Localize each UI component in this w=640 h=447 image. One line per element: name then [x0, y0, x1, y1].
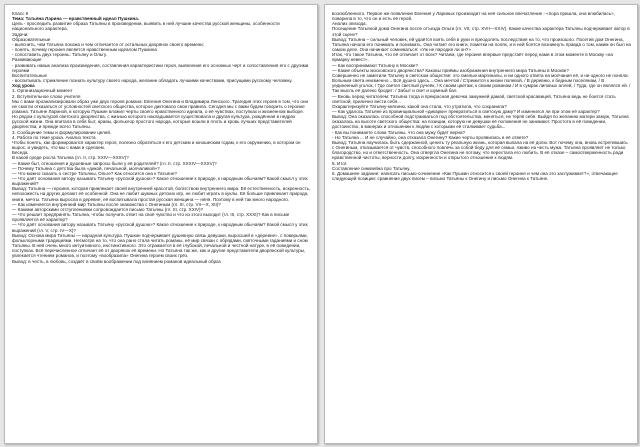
paragraph: Задачи:: [12, 31, 29, 37]
paragraph: — Что даёт основания автору называть Татьяну «русской душою»? Какое отношение к природе, к народным обычаям? Какой смысл у этих выражений (гл. V, стр. IV—X)?: [12, 222, 308, 233]
paragraph: Итак, что такое Татьяна, что её отличает от всех? Читаем, где героиня впервые предстаёт перед нами в этом моменте в Москву «на ярмарку невест».: [332, 52, 613, 63]
paragraph: Вывод: Татьяна — героиня, которая привлекает своей внутренней красотой, богатством внутреннего мира. Её естественность, искренность, непохожесть на других делают её особенной. Она не любит шумных детских игр, не любит играть в куклы. Её больше привлекает природа, книги, мечты. Татьяна выросла в деревне, её воспитывала простая русская женщина — няня. Поэтому в ней так много народного.: [12, 186, 311, 202]
paragraph: — Что можно сказать о сестре Татьяны, Ольге? Как относится она к Татьяне?: [12, 170, 177, 176]
paragraph: Ход урока: [12, 83, 35, 89]
paragraph: Вывод: Татьяна – сильный человек, ей удаётся взять себя в руки и преодолеть последствия на то, что произошло. Посетив дом Онегина, Татьяна начала его понимать и познавать. Она читает его книги, пометки на полях, и в ней боятся возникнуть правда о том, каким он был на самом деле. Она начинает сомневаться: «Уж не пародия ли он?»: [332, 36, 631, 53]
paragraph: Составление синквейна про Татьяну.: [332, 165, 411, 171]
paragraph: — Как изменяется внутренний мир Татьяны после знакомства с Онегиным (гл. III, стр. VII—X, XII)?: [12, 201, 221, 207]
paragraph: Тема: Татьяна Ларина — нравственный идеал Пушкина.: [12, 16, 140, 22]
paragraph: — Какими авторскими отступлениями сопровождается письмо Татьяны (гл. III, стр. XXIV)?: [12, 206, 204, 212]
paragraph: — Что решает предпринять Татьяна, чтобы получить ответ на своё чувство и что из этого выходит (гл. III, стр. XXXI)? Как в письме проявляется её характер?: [12, 212, 290, 223]
paragraph: возлюбленного. Первое же появление Евгения у Лариных производит на неё сильное впечатление - «пора пришла, она влюбилась», поверила в то, что он и есть её герой.: [332, 11, 615, 22]
paragraph: — Вновь перед читателем: Татьяна тогда и прекрасная девочка замужней дамой, светской красавицей, Татьяна ведь не боится стать светской, прилично вести себя...: [332, 93, 616, 104]
paragraph: Но рядом с культурой светского дворянства, с жизнью которого накладывается существовала и другая культура, рождённая в недрах русской жизни. Она впитала в себя быт, нравы, фольклор простого народа, которые вошли в плоть и кровь лучших представителей дворянства, и прежде всего Татьяны.: [12, 114, 296, 130]
paragraph: Класс 9: [12, 11, 29, 16]
paragraph: Беседа.: [12, 150, 29, 156]
paragraph: Развивающие: [12, 57, 42, 63]
paragraph: - развивать навык анализа произведения, составления характеристики героя, выявления его основных черт и сопоставления его с другими героями: [12, 62, 309, 73]
paragraph: 4. Работа по теме урока. Анализ текста: [12, 134, 96, 140]
paragraph: Совершенно не заметили Татьяну в светском обществе: это смелые маргиналы, и ни одного ответа на молчания её, и ни одного не поняли.: [332, 72, 629, 78]
paragraph: — Какие объекты московского дворянства? Каковы приёмы изображения внутреннего мира Татьяны в Москве?: [332, 67, 569, 73]
paragraph: - Но Татьяна ... И не случайно, она отказала Онегину? Какие черты проявились в её ответе?: [332, 134, 529, 140]
paragraph: — Почему Татьяна с детства была «дикой, печальной, молчаливой»?: [12, 165, 160, 171]
paragraph: - Как вы понимаете слова Татьяны, что она мужу будет верна?: [332, 129, 466, 135]
paragraph: Образовательные: [12, 36, 51, 42]
paragraph: 5. Итог.: [332, 160, 348, 166]
paragraph: Вольным света неизменно... Всё душно здесь... Она мечтой / Стремится к жизни полевой, / В деревню, к бедным поселянам, / В уединенный уголок, / Где светел светлый ручеёк, / К своим цветам, к своим романам / И в сумрак липовых аллей, / Туда, где он являлся ей. / Так мысль её далеко бродит: / Забыт и свет и шумный бал.: [332, 78, 631, 94]
page-right: [324, 4, 638, 444]
paragraph: Анализ эпизода.: [332, 21, 367, 27]
paragraph: Вывод: Она оказалась способной подстраиваться под обстоятельства, меняться, не теряя себя. Выйдя по желанию матери замуж, Татьяна оказалась на высоте светского общества: на позиции, которую не девушки её положения не занимают. Простота в её поведении, достоинство, в манерах и отношении к людям с которыми её сталкивает судьба...: [332, 114, 629, 130]
paragraph: Воспитательные: [12, 72, 48, 78]
page-left-text: [12, 11, 311, 437]
paragraph: Охарактеризуйте Татьяну-княгиню, какой она стала, что утратила, что сохранила?: [332, 103, 507, 109]
paragraph: - воспитывать стремление познать культуру своего народа, желание обладать лучшими качествами, присущими русскому человеку.: [12, 78, 293, 84]
paragraph: 1. Организационный момент: [12, 88, 73, 94]
page-right-text: [332, 11, 631, 437]
paragraph: Чтобы понять, как формировался характер героя, полезно обратиться к его детским и юношеским годам, к его окружению, в котором он вырос, и увидеть, что мы с вами и сделаем.: [12, 139, 301, 151]
paragraph: Мы с вами проанализировали образ уже двух героев романа: Евгения Онегина и Владимира Ленского. Трагедия этих героев в том, что они не смогли отказаться от условностей светского общества, которое диктовало свои правила. Сегодня мы с вами будем говорить о героине романа. Татьяне Лариной, в которую Пушкин вложил черты своего нравственного идеала, о её чувствах, поступках и жизненном выборе.: [12, 98, 308, 114]
paragraph: 3. Сообщение темы и формулирование целей.: [12, 129, 112, 135]
paragraph: Цель - проследить развитие образа Татьяны в произведении, выявить в ней лучшие качества русской женщины, особенности национального характера.: [12, 21, 280, 32]
paragraph: — Как воспринимают Татьяну в Москве?: [332, 62, 418, 68]
paragraph: 6. Домашнее задание: написать письмо-сочинение «Как Пушкин относится к своей героине и чем она это заслуживает?», отвечающее следующей позиции: сравнение двух писем – письмо Татьяны к Онегину и письмо Онегина к Татьяне.: [332, 170, 618, 181]
paragraph: — Как удалось Татьяне из провинциальной «дикарки» превратиться в светскую даму? И изменился ли при этом её характер?: [332, 108, 600, 114]
paragraph: — Что даёт основания автору называть Татьяну «русской душою»? Какое отношение к природе, к народным обычаям? Какой смысл у этих выражений?: [12, 176, 308, 187]
paragraph: Посещение Татьяной дома Онегина после отъезда Ольги (гл. VII, стр. XVII—XXIV). Какие качества характера Татьяны подчеркивает автор в этой сцене?: [332, 26, 630, 37]
paragraph: Вывод: в честь, в любовь, создаёт в своём воображении под влиянием романов идеальный образ: [12, 258, 221, 264]
paragraph: Вывод: Основа мира Татьяны — народная культура. Пушкин подчеркивает душевную связь девушки, выросшей в «деревне», с поверьями, фольклорными традициями. Несмотря на то, что она рано стала читать романы, её мир связан с обрядами, святочными гаданиями и сном Татьяны. В ней очень много интуитивного, инстинктивного. Это отражается в её глубокой, печальной и честной натуре, в её поведении, поступках. Всё перечисленное отличает её от дворянок её времени. Но Татьяна так же, как и другие представители дворянской культуры, увлекается чтением романов, и поэтому «вообразила» Онегина героем своих грёз.: [12, 232, 308, 259]
paragraph: Вывод: Татьяна научилась быть сдержанной, ценить ту реальную жизнь, которая выпала на её долю. Вот почему она, вновь встретившись с Онегиным, отказывается от чувств, способного повлечь за собой беду для её семьи, лживо на честь мужа. Татьяна проявляет не только благородство, но и ответственность. Она отвергла Онегина не потому, что перестала его любить. В её отказе – самоотверженность ради нравственной чистоты, верности долгу, искренности и открытого отношения к людям.: [332, 139, 628, 161]
paragraph: В какой среде росла Татьяна (гл. II, стр. XXIV—XXXV)?: [12, 155, 129, 161]
paragraph: - выяснить, чем Татьяна похожа и чем отличается от остальных дворянок своего времени;: [12, 41, 204, 47]
paragraph: — Какие быт, отношения и душевные запросы были у её родителей? (гл. II, стр. XXXIV—XXXV)?: [12, 160, 217, 166]
page-left: [4, 4, 318, 444]
paragraph: - понять, почему героиня является нравственным идеалом Пушкина: [12, 47, 157, 53]
paragraph: 2. Вступительное слово учителя: [12, 93, 81, 99]
paragraph: - сопоставить двух героинь: Татьяну и Ольгу.: [12, 52, 108, 58]
